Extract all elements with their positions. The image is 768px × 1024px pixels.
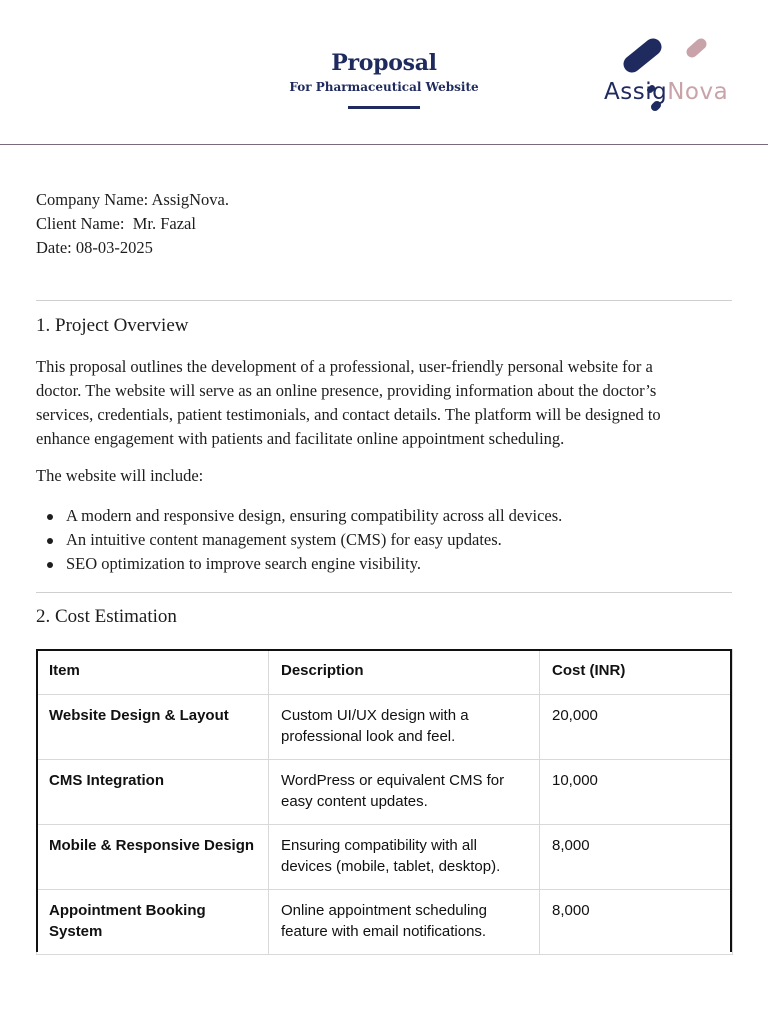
cell-item: Website Design & Layout	[37, 695, 269, 760]
cell-description: Ensuring compatibility with all devices (mobile, tablet, desktop).	[269, 825, 540, 890]
table-header-row	[37, 650, 733, 695]
list-item: An intuitive content management system (CMS) for easy updates.	[36, 528, 562, 552]
column-header-description: Description	[269, 650, 540, 695]
table-row	[37, 825, 733, 890]
table-row	[37, 890, 733, 955]
proposal-meta	[36, 188, 229, 260]
proposal-date: Date: 08-03-2025	[36, 238, 153, 257]
paragraph-line: doctor. The website will serve as an online presence, providing information about the doctor’s	[36, 381, 657, 400]
features-intro: The website will include:	[36, 466, 204, 485]
paragraph-line: This proposal outlines the development of a professional, user-friendly personal website for a	[36, 357, 653, 376]
cell-item: Mobile & Responsive Design	[37, 825, 269, 890]
section-heading-overview: 1. Project Overview	[36, 315, 189, 336]
list-item: SEO optimization to improve search engine visibility.	[36, 552, 562, 576]
table-border-right	[730, 649, 732, 952]
cell-cost: 8,000	[540, 825, 733, 890]
cell-description: WordPress or equivalent CMS for easy content updates.	[269, 760, 540, 825]
assignova-logo	[600, 34, 730, 114]
client-name: Client Name: Mr. Fazal	[36, 214, 196, 233]
title-underline	[348, 106, 420, 109]
section-divider	[36, 300, 732, 301]
cell-description: Custom UI/UX design with a professional look and feel.	[269, 695, 540, 760]
document-header	[0, 0, 768, 145]
overview-paragraph	[36, 355, 736, 451]
table-border-top	[36, 649, 732, 651]
document-subtitle: For Pharmaceutical Website	[289, 80, 479, 94]
column-header-item: Item	[37, 650, 269, 695]
cell-cost: 10,000	[540, 760, 733, 825]
column-header-cost: Cost (INR)	[540, 650, 733, 695]
cell-item: CMS Integration	[37, 760, 269, 825]
cell-item: Appointment Booking System	[37, 890, 269, 955]
cell-cost: 20,000	[540, 695, 733, 760]
cell-description: Online appointment scheduling feature with email notifications.	[269, 890, 540, 955]
table-row	[37, 695, 733, 760]
section-divider	[36, 592, 732, 593]
feature-list	[36, 504, 562, 576]
company-name: Company Name: AssigNova.	[36, 190, 229, 209]
paragraph-line: enhance engagement with patients and facilitate online appointment scheduling.	[36, 429, 565, 448]
cost-table	[36, 649, 733, 955]
paragraph-line: services, credentials, patient testimonials, and contact details. The platform will be designed to	[36, 405, 661, 424]
cell-cost: 8,000	[540, 890, 733, 955]
document-title: Proposal	[331, 50, 437, 76]
section-heading-cost: 2. Cost Estimation	[36, 606, 177, 627]
table-row	[37, 760, 733, 825]
list-item: A modern and responsive design, ensuring compatibility across all devices.	[36, 504, 562, 528]
table-border-left	[36, 649, 38, 952]
logo-wordmark: AssigNova	[604, 79, 729, 105]
